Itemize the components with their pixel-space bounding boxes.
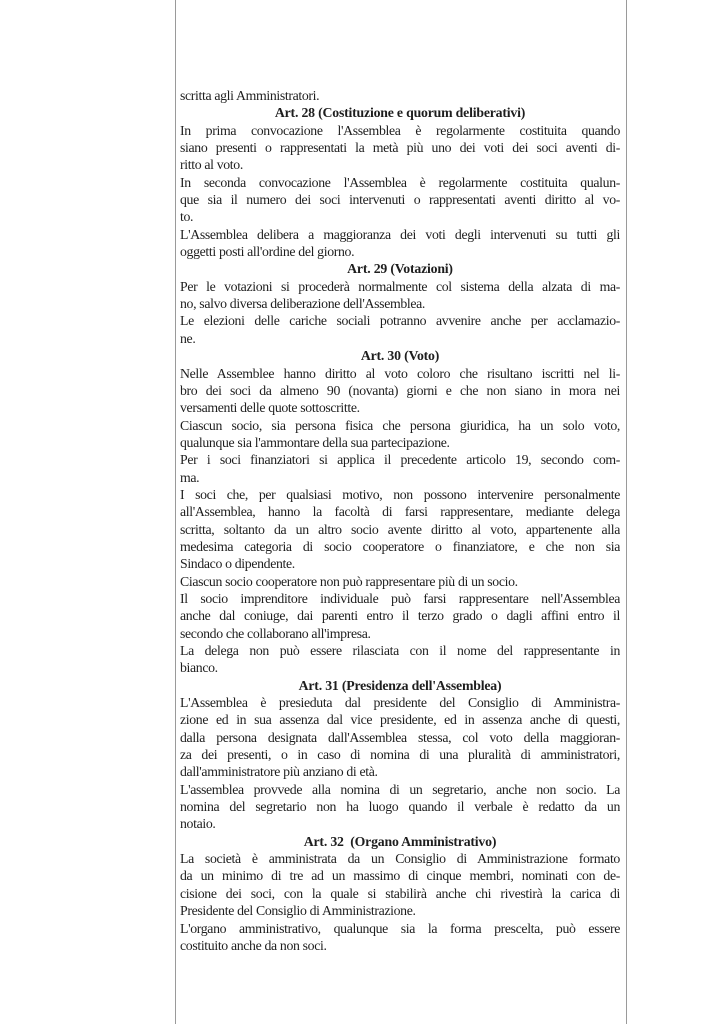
document-line: qualunque sia l'ammontare della sua partecipazione. (180, 434, 450, 450)
document-line: Per i soci finanziatori si applica il precedente articolo 19, secondo com- (180, 452, 620, 468)
article-heading: Art. 28 (Costituzione e quorum deliberativi) (274, 105, 526, 121)
document-line: Il socio imprenditore individuale può farsi rappresentare nell'Assemblea (180, 590, 620, 606)
document-line: medesima categoria di socio cooperatore o finanziatore, e che non sia (180, 538, 620, 554)
document-line: L'assemblea provvede alla nomina di un segretario, anche non socio. La (180, 781, 620, 797)
document-line: In prima convocazione l'Assemblea è regolarmente costituita quando (180, 122, 620, 138)
document-line: La società è amministrata da un Consiglio di Amministrazione formato (180, 851, 620, 867)
document-line: Presidente del Consiglio di Amministrazione. (180, 903, 416, 919)
document-line: que sia il numero dei soci intervenuti o rappresentati aventi diritto al vo- (180, 192, 620, 208)
document-line: notaio. (180, 816, 216, 832)
document-line: scritta, soltanto da un altro socio avente diritto al voto, appartenente alla (180, 521, 620, 537)
document-line: La delega non può essere rilasciata con il nome del rappresentante in (180, 643, 620, 658)
document-line: L'Assemblea delibera a maggioranza dei voti degli intervenuti su tutti gli (180, 226, 620, 242)
document-line: L'organo amministrativo, qualunque sia la forma prescelta, può essere (180, 920, 620, 936)
document-line: Per le votazioni si procederà normalmente col sistema della alzata di ma- (180, 278, 620, 294)
document-body (180, 87, 620, 954)
page-right-border (626, 0, 627, 1024)
article-heading: Art. 29 (Votazioni) (347, 261, 453, 277)
document-line: oggetti posti all'ordine del giorno. (180, 244, 355, 260)
document-line: da un minimo di tre ad un massimo di cinque membri, nominati con de- (180, 868, 620, 884)
document-line: Ciascun socio cooperatore non può rappresentare più di un socio. (180, 573, 518, 589)
document-line: siano presenti o rappresentati la metà più uno dei voti dei soci aventi di- (180, 140, 620, 156)
document-line: dalla persona designata dall'Assemblea stessa, col voto della maggioran- (180, 729, 620, 745)
document-line: ma. (180, 469, 200, 485)
document-line: dall'amministratore più anziano di età. (180, 764, 378, 780)
document-line: versamenti delle quote sottoscritte. (180, 400, 360, 416)
document-line: costituito anche da non soci. (180, 937, 327, 953)
document-line: nomina del segretario non ha luogo quando il verbale è redatto da un (180, 799, 620, 815)
document-line: anche dal coniuge, dai parenti entro il terzo grado o dagli affini entro il (180, 608, 620, 624)
document-line: to. (180, 209, 194, 225)
article-heading: Art. 31 (Presidenza dell'Assemblea) (298, 677, 502, 693)
document-line: Ciascun socio, sia persona fisica che persona giuridica, ha un solo voto, (180, 417, 620, 433)
document-line: In seconda convocazione l'Assemblea è regolarmente costituita qualun- (180, 174, 620, 190)
document-line: secondo che collaborano all'impresa. (180, 625, 371, 641)
page-left-border (175, 0, 176, 1024)
document-line: all'Assemblea, hanno la facoltà di farsi rappresentare, mediante delega (180, 504, 620, 520)
document-line: scritta agli Amministratori. (180, 88, 320, 103)
document-line: cisione dei soci, con la quale si stabilirà anche chi rivestirà la carica di (180, 885, 620, 901)
document-line: bro dei soci da almeno 90 (novanta) giorni e che non siano in mora nei (180, 382, 620, 398)
article-heading: Art. 30 (Voto) (360, 348, 440, 364)
article-heading: Art. 32 (Organo Amministrativo) (303, 833, 497, 849)
document-line: za dei presenti, o in caso di nomina di una pluralità di amministratori, (180, 747, 620, 763)
document-line: I soci che, per qualsiasi motivo, non possono intervenire personalmente (180, 486, 620, 502)
document-line: zione ed in sua assenza dal vice presidente, ed in assenza anche di questi, (180, 712, 620, 728)
document-line: bianco. (180, 660, 218, 676)
document-line: ritto al voto. (180, 157, 243, 173)
document-line: L'Assemblea è presieduta dal presidente del Consiglio di Amministra- (180, 695, 620, 711)
document-line: Nelle Assemblee hanno diritto al voto coloro che risultano iscritti nel li- (180, 365, 620, 381)
document-line: Le elezioni delle cariche sociali potranno avvenire anche per acclamazio- (180, 313, 620, 329)
document-line: ne. (180, 330, 196, 346)
document-line: Sindaco o dipendente. (180, 556, 295, 572)
document-line: no, salvo diversa deliberazione dell'Assemblea. (180, 296, 426, 312)
